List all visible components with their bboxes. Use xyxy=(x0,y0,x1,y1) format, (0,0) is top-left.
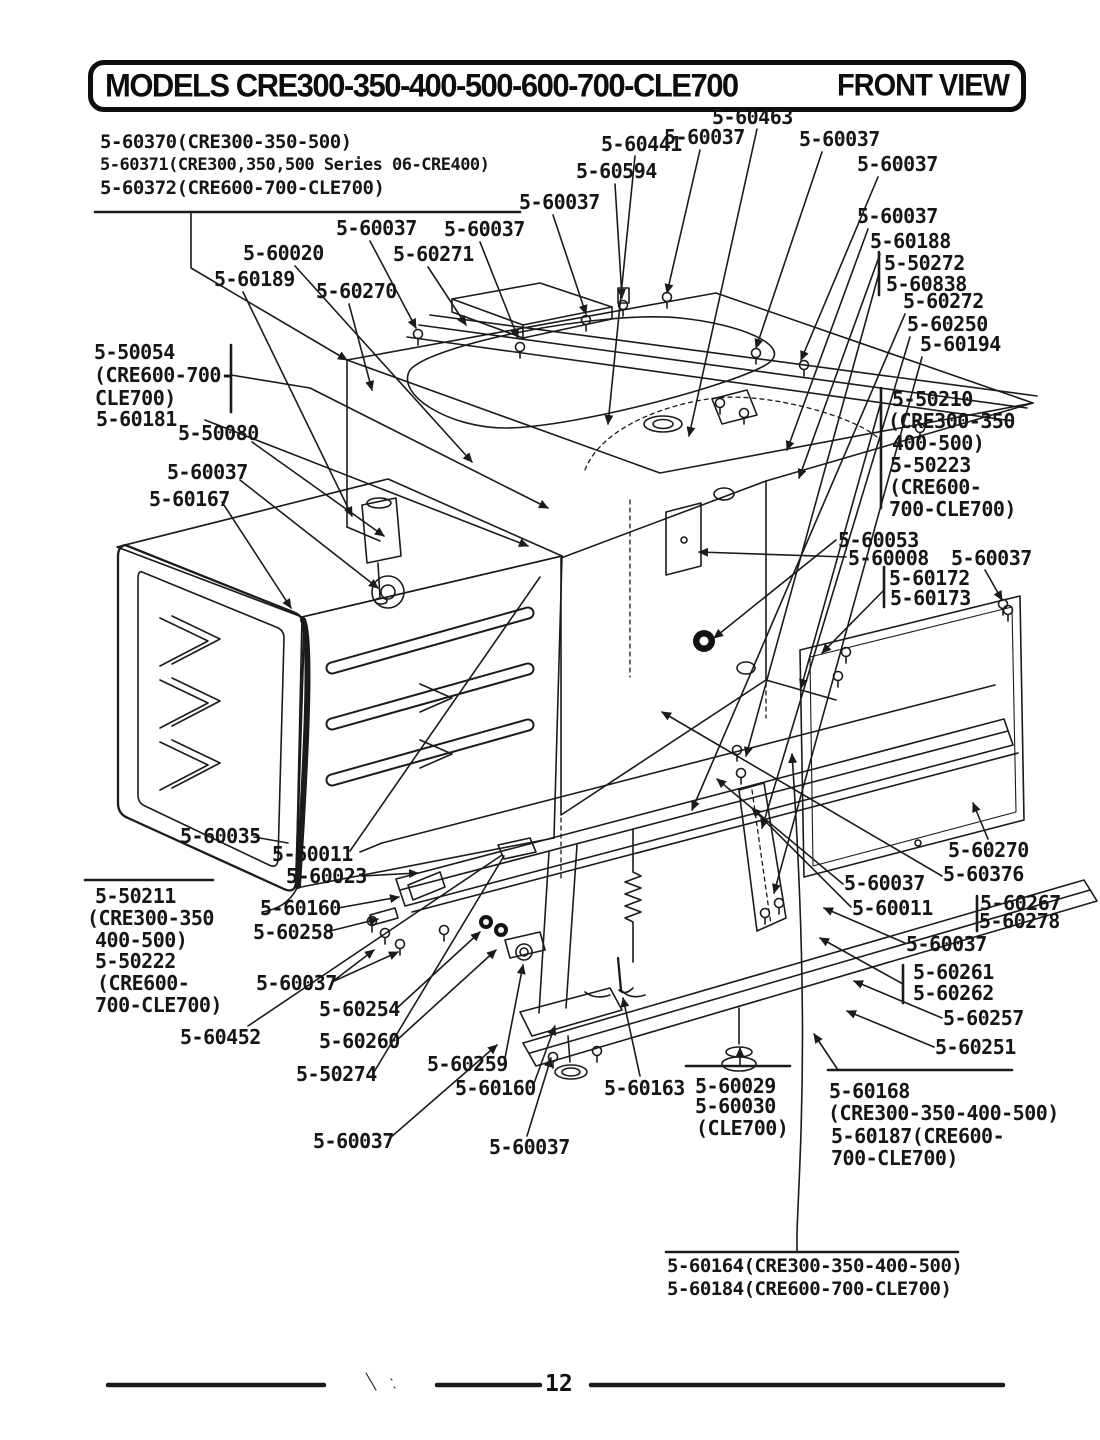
part-label: 5-60037 xyxy=(336,216,417,240)
part-label: 5-60188 xyxy=(870,229,951,253)
part-label: 5-60372(CRE600-700-CLE700) xyxy=(100,177,385,199)
part-label: 5-60173 xyxy=(890,586,971,610)
part-label: 5-60037 xyxy=(256,971,337,995)
part-label: 400-500) xyxy=(892,431,985,455)
part-label: 5-60594 xyxy=(576,159,657,183)
part-label: 5-60164(CRE300-350-400-500) xyxy=(667,1255,963,1277)
part-label: 5-60011 xyxy=(272,842,353,866)
part-label: 400-500) xyxy=(95,928,188,952)
part-label: 5-60259 xyxy=(427,1052,508,1076)
part-label: 5-60370(CRE300-350-500) xyxy=(100,131,352,153)
part-label: 5-60029 xyxy=(695,1074,776,1098)
part-label: 5-60251 xyxy=(935,1035,1016,1059)
part-label: 5-60035 xyxy=(180,824,261,848)
part-label: (CRE600- xyxy=(97,971,190,995)
part-label: 5-60037 xyxy=(799,127,880,151)
page-number: 12 xyxy=(545,1371,573,1397)
part-label: (CRE300-350-400-500) xyxy=(828,1101,1059,1125)
part-label: 5-50211 xyxy=(95,884,176,908)
part-label: 5-60030 xyxy=(695,1094,776,1118)
part-label: 5-60267 xyxy=(980,891,1061,915)
part-label: (CRE300-350 xyxy=(87,906,214,930)
part-label: 5-60053 xyxy=(838,528,919,552)
part-label: 5-50272 xyxy=(884,251,965,275)
part-label: 5-60257 xyxy=(943,1006,1024,1030)
part-label: 5-60463 xyxy=(712,105,793,129)
part-label: 5-60189 xyxy=(214,267,295,291)
part-label: 5-60270 xyxy=(316,279,397,303)
part-label: 5-50223 xyxy=(890,453,971,477)
part-label: 700-CLE700) xyxy=(831,1146,958,1170)
part-label: 5-60272 xyxy=(903,289,984,313)
part-label: 5-60376 xyxy=(943,862,1024,886)
part-label: 5-60260 xyxy=(319,1029,400,1053)
part-label: (CRE300-350 xyxy=(888,409,1015,433)
part-label: 5-60020 xyxy=(243,241,324,265)
part-label: 5-60160 xyxy=(260,896,341,920)
part-label: 5-60172 xyxy=(889,566,970,590)
part-label: (CRE600-700- xyxy=(94,363,233,387)
part-label: 5-60371(CRE300,350,500 Series 06-CRE400) xyxy=(100,155,490,175)
part-label: 5-60037 xyxy=(519,190,600,214)
part-label: 5-60037 xyxy=(444,217,525,241)
part-label: 5-60270 xyxy=(948,838,1029,862)
part-label: 5-60278 xyxy=(979,909,1060,933)
part-label: 5-60194 xyxy=(920,332,1001,356)
part-label: 5-60167 xyxy=(149,487,230,511)
part-label: 5-60838 xyxy=(886,272,967,296)
part-label: 5-50210 xyxy=(892,387,973,411)
part-label: 5-60271 xyxy=(393,242,474,266)
part-label: 5-60181 xyxy=(96,407,177,431)
part-label: 5-60037 xyxy=(844,871,925,895)
part-label: 5-60262 xyxy=(913,981,994,1005)
part-label: 700-CLE700) xyxy=(889,497,1016,521)
part-label: 5-60037 xyxy=(857,152,938,176)
part-label: 5-60452 xyxy=(180,1025,261,1049)
part-label: 5-50274 xyxy=(296,1062,377,1086)
part-label: 5-60037 xyxy=(951,546,1032,570)
part-label: 5-60037 xyxy=(313,1129,394,1153)
part-label: 5-60250 xyxy=(907,312,988,336)
part-label: 5-60037 xyxy=(906,932,987,956)
part-label: 5-60258 xyxy=(253,920,334,944)
part-label: (CLE700) xyxy=(696,1116,789,1140)
part-label: 5-60008 xyxy=(848,546,929,570)
part-label: 5-50222 xyxy=(95,949,176,973)
part-label: 5-60160 xyxy=(455,1076,536,1100)
part-label: 5-60037 xyxy=(857,204,938,228)
part-label: 700-CLE700) xyxy=(95,993,222,1017)
part-label: 5-60037 xyxy=(167,460,248,484)
part-label: 5-50080 xyxy=(178,421,259,445)
part-label: 5-60011 xyxy=(852,896,933,920)
part-label: 5-60441 xyxy=(601,132,682,156)
view-title: FRONT VIEW xyxy=(836,68,1009,103)
side-panel xyxy=(800,596,1024,877)
models-title: MODELS CRE300-350-400-500-600-700-CLE700 xyxy=(105,67,738,104)
part-label: 5-60184(CRE600-700-CLE700) xyxy=(667,1278,952,1300)
part-label: CLE700) xyxy=(95,386,176,410)
part-label: 5-50054 xyxy=(94,340,175,364)
part-label: 5-60168 xyxy=(829,1079,910,1103)
part-label: 5-60261 xyxy=(913,960,994,984)
part-label: 5-60254 xyxy=(319,997,400,1021)
part-label: 5-60163 xyxy=(604,1076,685,1100)
part-label: 5-60187(CRE600- xyxy=(831,1124,1005,1148)
part-label: 5-60037 xyxy=(489,1135,570,1159)
part-label: (CRE600- xyxy=(889,475,982,499)
part-label: 5-60037 xyxy=(664,125,745,149)
part-label: 5-60023 xyxy=(286,864,367,888)
